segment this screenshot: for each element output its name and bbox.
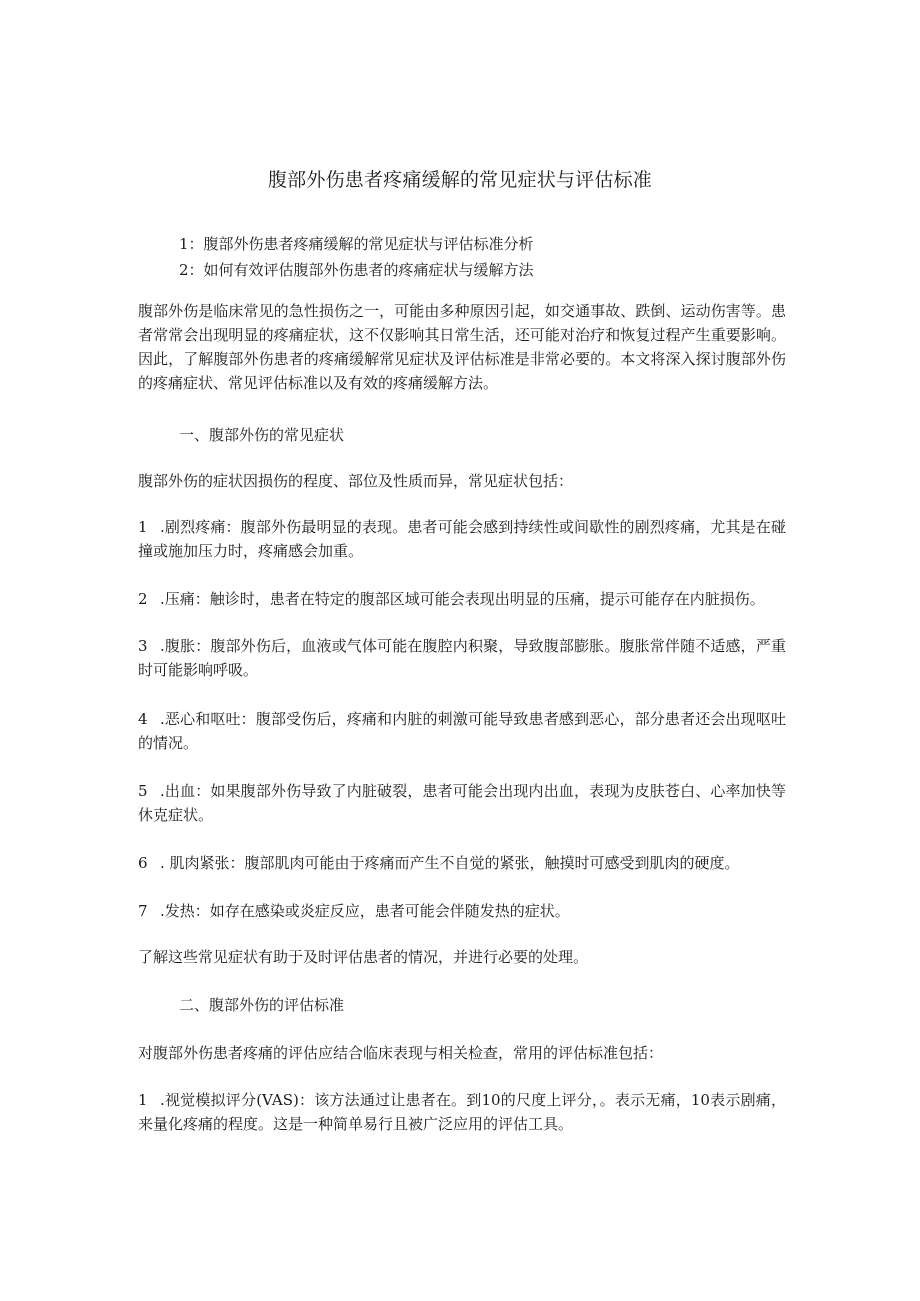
list-text: .压痛：触诊时，患者在特定的腹部区域可能会表现出明显的压痛，提示可能存在内脏损伤。 <box>160 590 765 608</box>
list-item <box>138 1088 786 1136</box>
list-text: .视觉模拟评分(VAS)：该方法通过让患者在。到10的尺度上评分，。表示无痛，10表示剧痛，来量化疼痛的程度。这是一种简单易行且被广泛应用的评估工具。 <box>138 1091 786 1133</box>
list-number: 1 <box>138 518 148 536</box>
list-text: .发热：如存在感染或炎症反应，患者可能会伴随发热的症状。 <box>160 902 570 920</box>
section-heading: 二、腹部外伤的评估标准 <box>179 996 345 1014</box>
list-number: 1 <box>138 1091 148 1109</box>
list-number: 5 <box>138 782 148 800</box>
list-text: .腹胀：腹部外伤后，血液或气体可能在腹腔内积聚，导致腹部膨胀。腹胀常伴随不适感，严重时可能影响呼吸。 <box>138 637 786 679</box>
list-item <box>138 515 786 563</box>
list-item <box>138 899 786 923</box>
toc-item: 2：如何有效评估腹部外伤患者的疼痛症状与缓解方法 <box>179 261 534 279</box>
section-heading: 一、腹部外伤的常见症状 <box>179 426 345 444</box>
list-item <box>138 851 786 875</box>
list-item <box>138 634 786 682</box>
list-item <box>138 707 786 755</box>
table-of-contents <box>179 231 534 283</box>
list-text: .剧烈疼痛：腹部外伤最明显的表现。患者可能会感到持续性或间歇性的剧烈疼痛，尤其是在碰撞或施加压力时，疼痛感会加重。 <box>138 518 786 560</box>
section-closing: 了解这些常见症状有助于及时评估患者的情况，并进行必要的处理。 <box>138 948 589 966</box>
toc-item: 1：腹部外伤患者疼痛缓解的常见症状与评估标准分析 <box>179 235 534 253</box>
list-number: 3 <box>138 637 148 655</box>
list-item <box>138 587 786 611</box>
list-number: 6 <box>138 854 148 872</box>
intro-paragraph: 腹部外伤是临床常见的急性损伤之一，可能由多种原因引起，如交通事故、跌倒、运动伤害等。患者常常会出现明显的疼痛症状，这不仅影响其日常生活，还可能对治疗和恢复过程产生重要影响。因此，了解腹部外伤患者的疼痛缓解常见症状及评估标准是非常必要的。本文将深入探讨腹部外伤的疼痛症状、常见评估标准以及有效的疼痛缓解方法。 <box>138 302 786 392</box>
list-text: . 肌肉紧张：腹部肌肉可能由于疼痛而产生不自觉的紧张，触摸时可感受到肌肉的硬度。 <box>160 854 740 872</box>
list-number: 2 <box>138 590 148 608</box>
document-title: 腹部外伤患者疼痛缓解的常见症状与评估标准 <box>267 169 652 191</box>
list-number: 4 <box>138 710 148 728</box>
section-lead: 腹部外伤的症状因损伤的程度、部位及性质而异，常见症状包括： <box>138 472 574 490</box>
section-lead: 对腹部外伤患者疼痛的评估应结合临床表现与相关检查，常用的评估标准包括： <box>138 1044 664 1062</box>
list-text: .恶心和呕吐：腹部受伤后，疼痛和内脏的刺激可能导致患者感到恶心，部分患者还会出现呕吐的情况。 <box>138 710 786 752</box>
list-number: 7 <box>138 902 148 920</box>
list-item <box>138 779 786 827</box>
list-text: .出血：如果腹部外伤导致了内脏破裂，患者可能会出现内出血，表现为皮肤苍白、心率加快等休克症状。 <box>138 782 786 824</box>
